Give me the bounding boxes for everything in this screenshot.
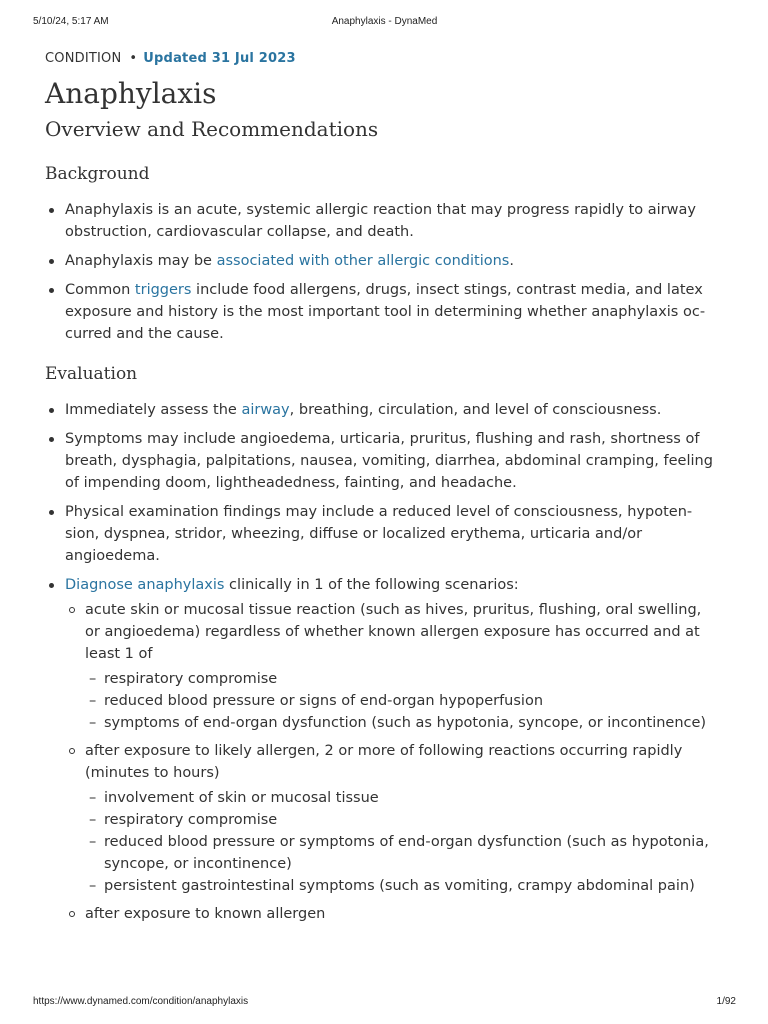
associated-conditions-link[interactable]: associated with other allergic conditions <box>216 253 510 269</box>
criteria-list <box>85 668 715 734</box>
page-title: Anaphylaxis <box>45 77 217 110</box>
print-page-title: Anaphylaxis - DynaMed <box>331 16 438 27</box>
criteria-item <box>85 712 715 734</box>
criteria-text: respiratory compromise <box>104 812 278 828</box>
background-list <box>45 199 715 345</box>
circle-bullet-icon <box>69 748 75 754</box>
scenario-text: acute skin or mucosal tissue reaction (such as hives, pruritus, flushing, oral swelling, or angioedema) regardless of whether known allergen exposure has occurred and at least 1 of <box>85 602 702 662</box>
print-page-number: 1/92 <box>716 996 736 1007</box>
dash-bullet-icon: – <box>89 812 97 828</box>
list-item-text: clinically in 1 of the following scenarios: <box>224 577 519 593</box>
print-datetime: 5/10/24, 5:17 AM <box>33 16 109 27</box>
list-item-text: Common <box>65 282 135 298</box>
print-footer <box>33 996 736 1010</box>
criteria-text: reduced blood pressure or signs of end-organ hypoperfusion <box>104 693 544 709</box>
criteria-text: symptoms of end-organ dysfunction (such as hypotonia, syncope, or incontinence) <box>104 715 707 731</box>
scenario-text: after exposure to likely allergen, 2 or more of following reactions occurring rapidly (minutes to hours) <box>85 743 683 781</box>
dash-bullet-icon: – <box>89 790 97 806</box>
scenario-item <box>65 740 715 897</box>
dash-bullet-icon: – <box>89 878 97 894</box>
list-item-text: include food allergens, drugs, insect stings, contrast media, and latex exposure and history is the most important tool in determining whether anaphylaxis occurred and the cause. <box>65 282 706 342</box>
background-heading: Background <box>45 164 150 184</box>
triggers-link[interactable]: triggers <box>134 282 192 298</box>
article <box>45 49 715 932</box>
list-item <box>45 399 715 421</box>
list-item-text: Anaphylaxis is an acute, systemic allergic reaction that may progress rapidly to airway obstruction, cardiovascular collapse, and death. <box>65 202 696 240</box>
list-item-text: Anaphylaxis may be <box>65 253 217 269</box>
dash-bullet-icon: – <box>89 834 97 850</box>
print-url: https://www.dynamed.com/condition/anaphylaxis <box>33 996 249 1007</box>
page-subtitle: Overview and Recommendations <box>45 117 379 141</box>
criteria-item <box>85 787 715 809</box>
criteria-item <box>85 690 715 712</box>
evaluation-list <box>45 399 715 925</box>
list-item <box>45 501 715 567</box>
scenario-text: after exposure to known allergen <box>85 906 326 922</box>
criteria-item <box>85 831 715 875</box>
dash-bullet-icon: – <box>89 693 97 709</box>
diagnose-anaphylaxis-link[interactable]: Diagnose anaphylaxis <box>65 577 225 593</box>
list-item-text: Physical examination findings may include a reduced level of consciousness, hypotension, dyspnea, stridor, wheezing, diffuse or localized erythema, urticaria and/or angioedema. <box>65 504 693 564</box>
list-item <box>45 250 715 272</box>
list-item <box>45 199 715 243</box>
bullet-icon <box>49 437 54 442</box>
criteria-list <box>85 787 715 897</box>
list-item <box>45 279 715 345</box>
updated-date: Updated 31 Jul 2023 <box>143 51 296 66</box>
print-header <box>33 16 736 30</box>
scenario-item <box>65 903 715 925</box>
bullet-icon <box>49 408 54 413</box>
scenario-item <box>65 599 715 734</box>
dash-bullet-icon: – <box>89 715 97 731</box>
circle-bullet-icon <box>69 911 75 917</box>
bullet-icon <box>49 583 54 588</box>
criteria-item <box>85 809 715 831</box>
criteria-item <box>85 668 715 690</box>
bullet-icon <box>49 259 54 264</box>
criteria-item <box>85 875 715 897</box>
list-item-text: . <box>509 253 514 269</box>
meta-separator: • <box>129 51 138 66</box>
list-item <box>45 574 715 925</box>
dash-bullet-icon: – <box>89 671 97 687</box>
list-item-text: , breathing, circulation, and level of consciousness. <box>289 402 662 418</box>
criteria-text: persistent gastrointestinal symptoms (such as vomiting, crampy abdominal pain) <box>104 878 695 894</box>
criteria-text: involvement of skin or mucosal tissue <box>104 790 379 806</box>
bullet-icon <box>49 510 54 515</box>
list-item <box>45 428 715 494</box>
scenario-list <box>65 599 715 925</box>
list-item-text: Immediately assess the <box>65 402 242 418</box>
article-meta <box>45 49 715 69</box>
bullet-icon <box>49 288 54 293</box>
airway-link[interactable]: airway <box>241 402 290 418</box>
criteria-text: respiratory compromise <box>104 671 278 687</box>
bullet-icon <box>49 208 54 213</box>
circle-bullet-icon <box>69 607 75 613</box>
criteria-text: reduced blood pressure or symptoms of end-organ dysfunction (such as hypotonia, syncope, or incontinence) <box>104 834 709 872</box>
list-item-text: Symptoms may include angioedema, urticaria, pruritus, flushing and rash, shortness of breath, dysphagia, palpitations, nausea, vomiting, diarrhea, abdominal cramping, feeling of impending doom, lightheadedness, fainting, and headache. <box>65 431 713 491</box>
category-label: CONDITION <box>45 51 122 66</box>
evaluation-heading: Evaluation <box>45 364 138 384</box>
